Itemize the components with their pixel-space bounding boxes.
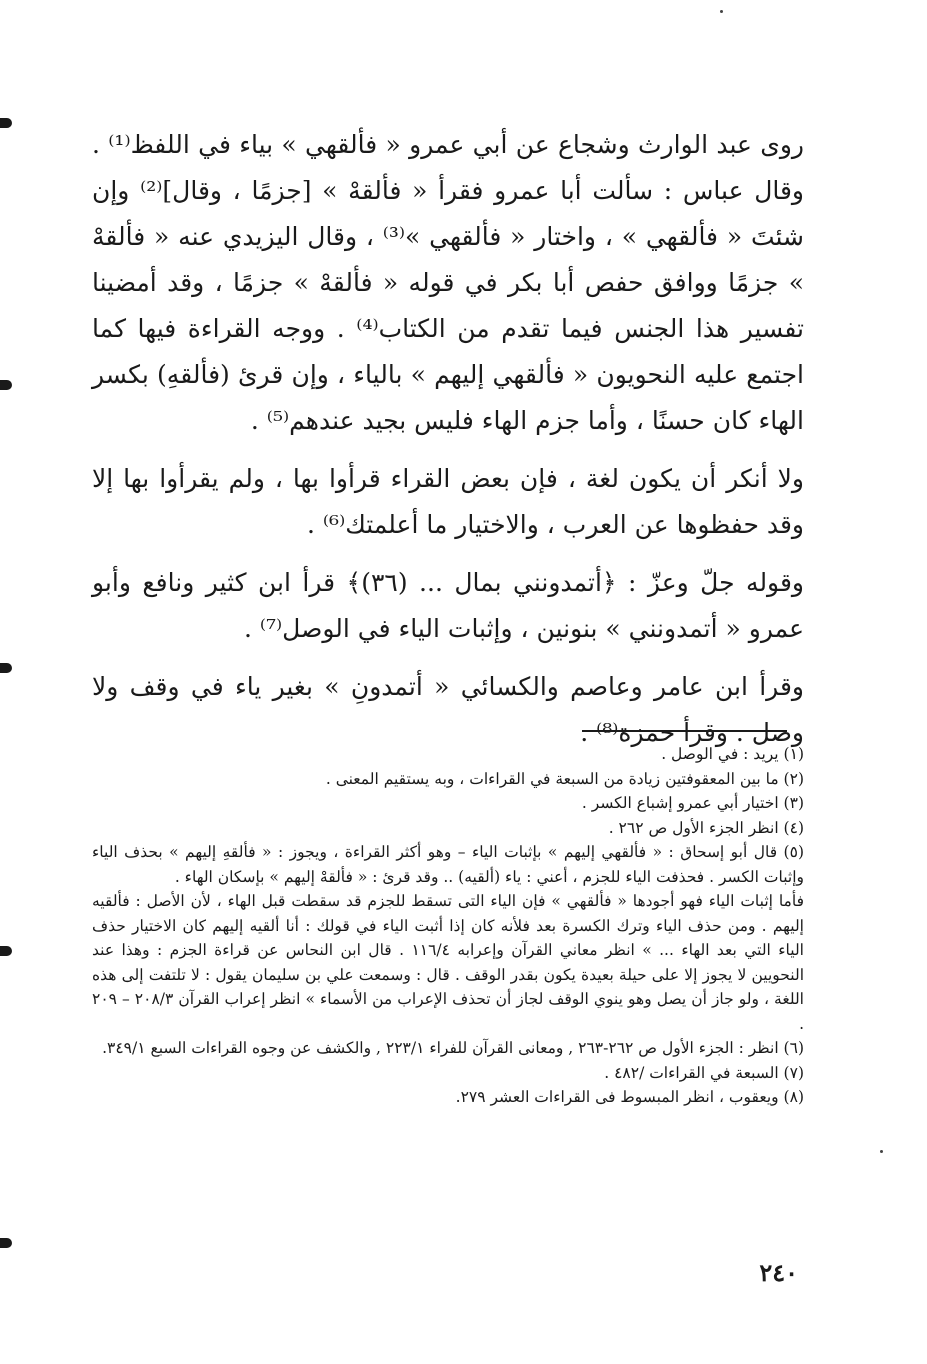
footnotes-block xyxy=(92,742,804,1110)
footnote-5: (٥) قال أبو إسحاق : « فألقهي إليهم » بإثبات الياء – وهو أكثر القراءة ، ويجوز : « فألقهِ إليهم » بحذف الياء وإثبات الكسر . فحذفت الياء للجزم ، أعني : ياء (ألقيه) .. وقد قرئ : « فألقهْ إليهم » بإسكان الهاء . xyxy=(92,843,804,886)
binding-mark xyxy=(0,1238,12,1248)
footnote-2: (٢) ما بين المعقوفتين زيادة من السبعة في القراءات ، وبه يستقيم المعنى . xyxy=(325,769,804,788)
paragraph-4: وقرأ ابن عامر وعاصم والكسائي « أتمدونِ » بغير ياء في وقف ولا وصل . وقرأ حمزة⁽⁸⁾ . xyxy=(92,672,804,747)
binding-mark xyxy=(0,663,12,673)
paragraph-1: روى عبد الوارث وشجاع عن أبي عمرو « فألقهي » بياء في اللفظ⁽¹⁾ . وقال عباس : سألت أبا عمرو فقرأ « فألقهْ » [جزمًا ، وقال]⁽²⁾ وإن شئتَ « فألقهي » ، واختار « فألقهي »⁽³⁾ ، وقال اليزيدي عنه « فألقهْ » جزمًا ووافق حفص أبا بكر في قوله « فألقهْ » جزمًا ، وقد أمضينا تفسير هذا الجنس فيما تقدم من الكتاب⁽⁴⁾ . ووجه القراءة فيها كما اجتمع عليه النحويون « فألقهي إليهم » بالياء ، وإن قرئ (فألقهِ) بكسر الهاء كان حسنًا ، وأما جزم الهاء فليس بجيد عندهم⁽⁵⁾ . xyxy=(92,130,804,435)
footnote-5-continued: فأما إثبات الياء فهو أجودها « فألقهي » فإن الياء التى تسقط للجزم قد سقطت قبل الهاء ، لأن الأصل : فألقيه إليهم . ومن حذف الياء وترك الكسرة بعد فلأنه كان إذا أثبت الياء في قولك : أنا ألقيه إليهم كان الاختيار حذف الياء التي بعد الهاء ... » انظر معاني القرآن وإعرابه ١١٦/٤ . قال ابن النحاس عن قراءة الجزم : وهذا عند النحويين لا يجوز إلا على حيلة بعيدة يكون بقدر الوقف . قال : وسمعت علي بن سليمان يقول : لا تلتفت إلى هذه اللغة ، ولو جاز أن يصل وهو ينوي الوقف لجاز أن تحذف الإعراب من الأسماء » انظر إعراب القرآن ٢٠٨/٣ – ٢٠٩ . xyxy=(92,892,804,1033)
footnote-separator xyxy=(582,730,787,732)
footnote-4: (٤) انظر الجزء الأول ص ٢٦٢ . xyxy=(608,818,804,837)
footnote-8: (٨) ويعقوب ، انظر المبسوط فى القراءات العشر ٢٧٩. xyxy=(455,1088,804,1106)
scan-speck xyxy=(880,1150,883,1153)
footnote-3: (٣) اختيار أبي عمرو إشباع الكسر . xyxy=(581,794,804,812)
footnote-6: (٦) انظر : الجزء الأول ص ٢٦٢-٢٦٣ , ومعانى القرآن للفراء ٢٢٣/١ , والكشف عن وجوه القراءات السبع ٣٤٩/١. xyxy=(102,1039,804,1057)
scan-speck xyxy=(720,10,723,13)
footnote-1: (١) يريد : في الوصل . xyxy=(661,745,804,763)
page-number: ٢٤٠ xyxy=(759,1258,798,1287)
binding-mark xyxy=(0,380,12,390)
paragraph-2: ولا أنكر أن يكون لغة ، فإن بعض القراء قرأوا بها ، ولم يقرأوا بها إلا وقد حفظوها عن العرب ، والاختيار ما أعلمتك⁽⁶⁾ . xyxy=(92,464,804,539)
footnote-7: (٧) السبعة في القراءات /٤٨٢ . xyxy=(604,1063,804,1082)
binding-mark xyxy=(0,118,12,128)
main-text-body xyxy=(92,122,804,756)
binding-mark xyxy=(0,946,12,956)
paragraph-3: وقوله جلّ وعزّ : ﴿أتمدونني بمال ... (٣٦)﴾ قرأ ابن كثير ونافع وأبو عمرو « أتمدونني » بنونين ، وإثبات الياء في الوصل⁽⁷⁾ . xyxy=(92,568,804,643)
